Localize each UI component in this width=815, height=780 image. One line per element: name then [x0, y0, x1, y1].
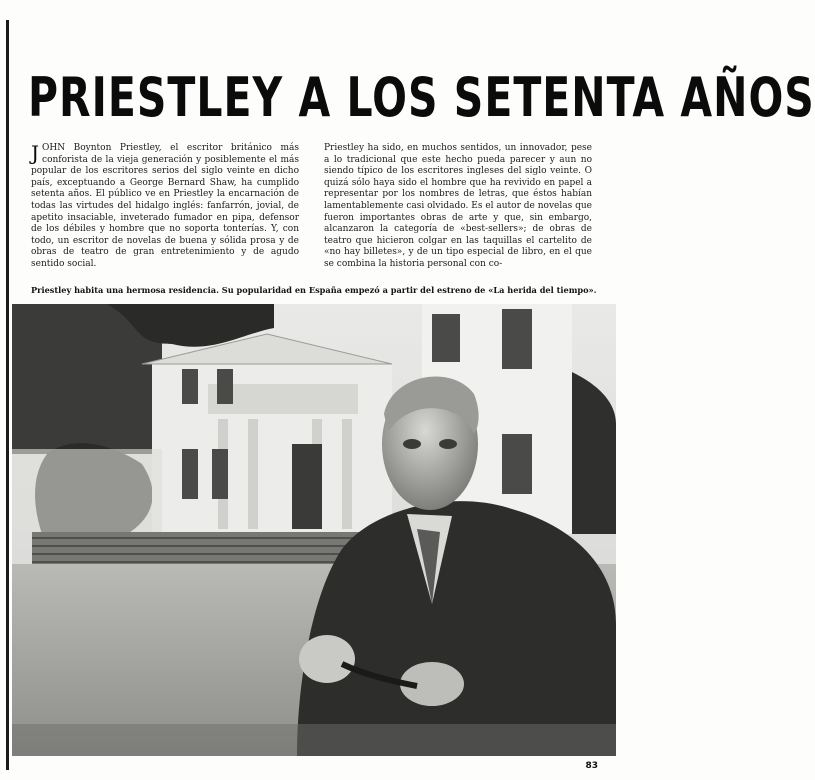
- right-text-column: [324, 143, 592, 271]
- article-headline: PRIESTLEY A LOS SETENTA AÑOS: [28, 65, 815, 130]
- photo-caption: Priestley habita una hermosa residencia. Su popularidad en España empezó a partir del estreno de «La herida del tiempo».: [31, 285, 597, 295]
- left-text-column: [31, 143, 299, 271]
- page-number: 83: [585, 761, 598, 771]
- article-photo: [12, 304, 616, 756]
- left-column-text: OHN Boynton Priestley, el escritor británico más conforista de la vieja generación y posiblemente el más popular de los escritores serios del siglo veinte en dicho país, exceptuando a George Bernard Shaw, ha cumplido setenta años. El público ve en Priestley la encarnación de todas las virtudes del hidalgo inglés: fanfarrón, jovial, de apetito insaciable, inveterado fumador en pipa, defensor de los débiles y hombre que no soporta tonterías. Y, con todo, un escritor de novelas de buena y sólida prosa y de obras de teatro de gran entretenimiento y de agudo sentido social.: [31, 143, 299, 269]
- right-column-text: Priestley ha sido, en muchos sentidos, un innovador, pese a lo tradicional que este hecho pueda parecer y aun no siendo típico de los escritores ingleses del siglo veinte. O quizá sólo haya sido el hombre que ha revivido en papel a representar por los nombres de letras, que éstos habían lamentablemente casi olvidado. Es el autor de novelas que fueron importantes obras de arte y que, sin embargo, alcanzaron la categoría de «best-sellers»; de obras de teatro que hicieron colgar en las taquillas el cartelito de «no hay billetes», y de un tipo especial de libro, en el que se combina la historia personal con co-: [324, 143, 592, 269]
- page-edge-rule: [6, 20, 9, 770]
- drop-cap: J: [31, 141, 40, 165]
